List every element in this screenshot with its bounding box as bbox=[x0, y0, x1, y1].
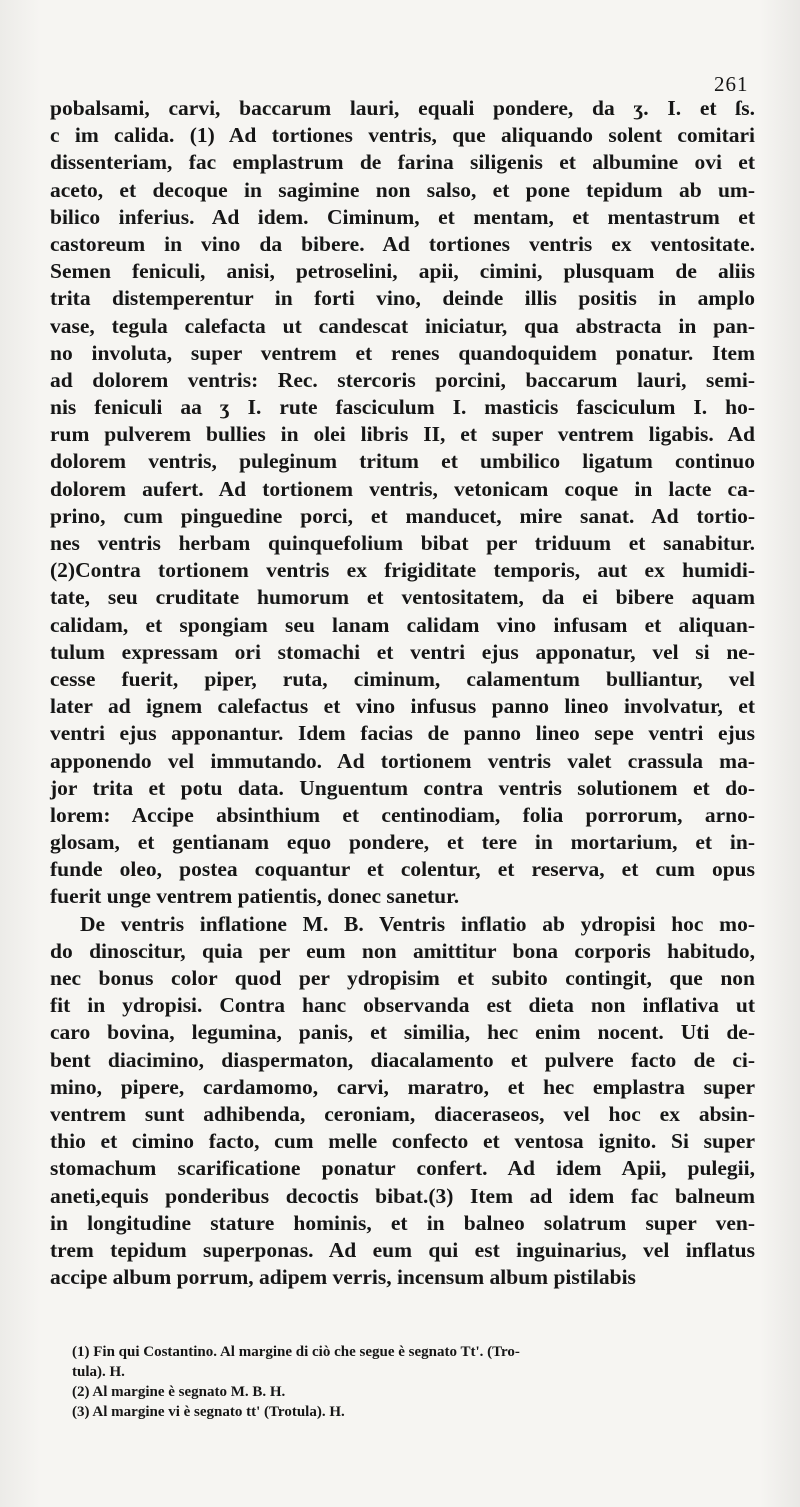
text-line: no involuta, super ventrem et renes quandoquidem ponatur. Item bbox=[50, 340, 755, 365]
text-line: (2)Contra tortionem ventris ex frigiditate temporis, aut ex humidi- bbox=[50, 558, 755, 583]
text-line: funde oleo, postea coquantur et colentur, et reserva, et cum opus bbox=[50, 857, 755, 882]
text-line: apponendo vel immutando. Ad tortionem ventris valet crassula ma- bbox=[50, 748, 755, 773]
text-line: lorem: Accipe absinthium et centinodiam, folia porrorum, arno- bbox=[50, 802, 755, 827]
text-line: nes ventris herbam quinquefolium bibat per triduum et sanabitur. bbox=[50, 531, 755, 555]
text-line: De ventris inflatione M. B. Ventris inflatio ab ydropisi hoc mo- bbox=[80, 911, 755, 936]
footnote-line: tula). H. bbox=[72, 1364, 125, 1380]
text-line: ventri ejus apponantur. Idem facias de panno lineo sepe ventri ejus bbox=[50, 721, 755, 746]
text-line: rum pulverem bullies in olei libris II, et super ventrem ligabis. Ad bbox=[50, 422, 755, 447]
text-line: dissenteriam, fac emplastrum de farina siligenis et albumine ovi et bbox=[50, 150, 755, 175]
text-line: in longitudine stature hominis, et in balneo solatrum super ven- bbox=[50, 1210, 755, 1235]
text-line: accipe album porrum, adipem verris, incensum album pistilabis bbox=[50, 1265, 636, 1290]
footnote-line: (2) Al margine è segnato M. B. H. bbox=[72, 1384, 286, 1400]
text-line: thio et cimino facto, cum melle confecto et ventosa ignito. Si super bbox=[50, 1129, 755, 1154]
text-line: tate, seu cruditate humorum et ventositatem, da ei bibere aquam bbox=[50, 585, 755, 610]
text-line: caro bovina, legumina, panis, et similia, hec enim nocent. Uti de- bbox=[50, 1020, 755, 1045]
text-line: castoreum in vino da bibere. Ad tortiones ventris ex ventositate. bbox=[50, 231, 755, 256]
footnotes bbox=[72, 1342, 752, 1422]
text-line: later ad ignem calefactus et vino infusus panno lineo involvatur, et bbox=[50, 694, 755, 719]
text-line: prino, cum pinguedine porci, et manducet, mire sanat. Ad tortio- bbox=[50, 503, 755, 528]
footnote-line: (3) Al margine vi è segnato tt' (Trotula). H. bbox=[72, 1404, 345, 1420]
text-line: mino, pipere, cardamomo, carvi, maratro, et hec emplastra super bbox=[50, 1074, 755, 1099]
text-line: nis feniculi aa ʒ I. rute fasciculum I. masticis fasciculum I. ho- bbox=[50, 395, 755, 420]
text-line: dolorem ventris, puleginum tritum et umbilico ligatum continuo bbox=[50, 449, 755, 474]
text-line: fuerit unge ventrem patientis, donec sanetur. bbox=[50, 884, 460, 909]
text-line: ad dolorem ventris: Rec. stercoris porcini, baccarum lauri, semi- bbox=[50, 367, 755, 392]
text-line: calidam, et spongiam seu lanam calidam vino infusam et aliquan- bbox=[50, 612, 755, 637]
text-line: bilico inferius. Ad idem. Ciminum, et mentam, et mentastrum et bbox=[50, 204, 755, 229]
text-line: jor trita et potu data. Unguentum contra ventris solutionem et do- bbox=[50, 775, 755, 800]
text-line: vase, tegula calefacta ut candescat iniciatur, qua abstracta in pan- bbox=[50, 313, 755, 338]
text-line: cesse fuerit, piper, ruta, ciminum, calamentum bulliantur, vel bbox=[50, 666, 755, 691]
text-line: pobalsami, carvi, baccarum lauri, equali pondere, da ʒ. I. et ſs. bbox=[50, 96, 755, 120]
body-text bbox=[50, 95, 755, 1291]
footnote-line: (1) Fin qui Costantino. Al margine di ciò che segue è segnato Tt'. (Tro- bbox=[72, 1344, 520, 1360]
text-line: bent diacimino, diaspermaton, diacalamento et pulvere facto de ci- bbox=[50, 1047, 755, 1072]
text-line: fit in ydropisi. Contra hanc observanda est dieta non inflativa ut bbox=[50, 993, 755, 1018]
text-line: Semen feniculi, anisi, petroselini, apii, cimini, plusquam de aliis bbox=[50, 259, 755, 284]
text-line: tulum expressam ori stomachi et ventri ejus apponatur, vel si ne- bbox=[50, 639, 755, 664]
text-line: c im calida. (1) Ad tortiones ventris, que aliquando solent comitari bbox=[50, 123, 755, 148]
text-line: aceto, et decoque in sagimine non salso, et pone tepidum ab um- bbox=[50, 177, 755, 202]
text-line: do dinoscitur, quia per eum non amittitur bona corporis habitudo, bbox=[50, 938, 755, 963]
text-line: ventrem sunt adhibenda, ceroniam, diaceraseos, vel hoc ex absin- bbox=[50, 1101, 755, 1126]
text-line: stomachum scarificatione ponatur confert. Ad idem Apii, pulegii, bbox=[50, 1156, 755, 1181]
text-line: nec bonus color quod per ydropisim et subito contingit, que non bbox=[50, 966, 755, 990]
text-line: trem tepidum superponas. Ad eum qui est inguinarius, vel inflatus bbox=[50, 1237, 755, 1262]
text-line: dolorem aufert. Ad tortionem ventris, vetonicam coque in lacte ca- bbox=[50, 476, 755, 501]
page-number: 261 bbox=[714, 72, 749, 96]
text-line: glosam, et gentianam equo pondere, et tere in mortarium, et in- bbox=[50, 830, 755, 855]
text-line: aneti,equis ponderibus decoctis bibat.(3) Item ad idem fac balneum bbox=[50, 1183, 755, 1208]
text-line: trita distemperentur in forti vino, deinde illis positis in amplo bbox=[50, 286, 755, 311]
